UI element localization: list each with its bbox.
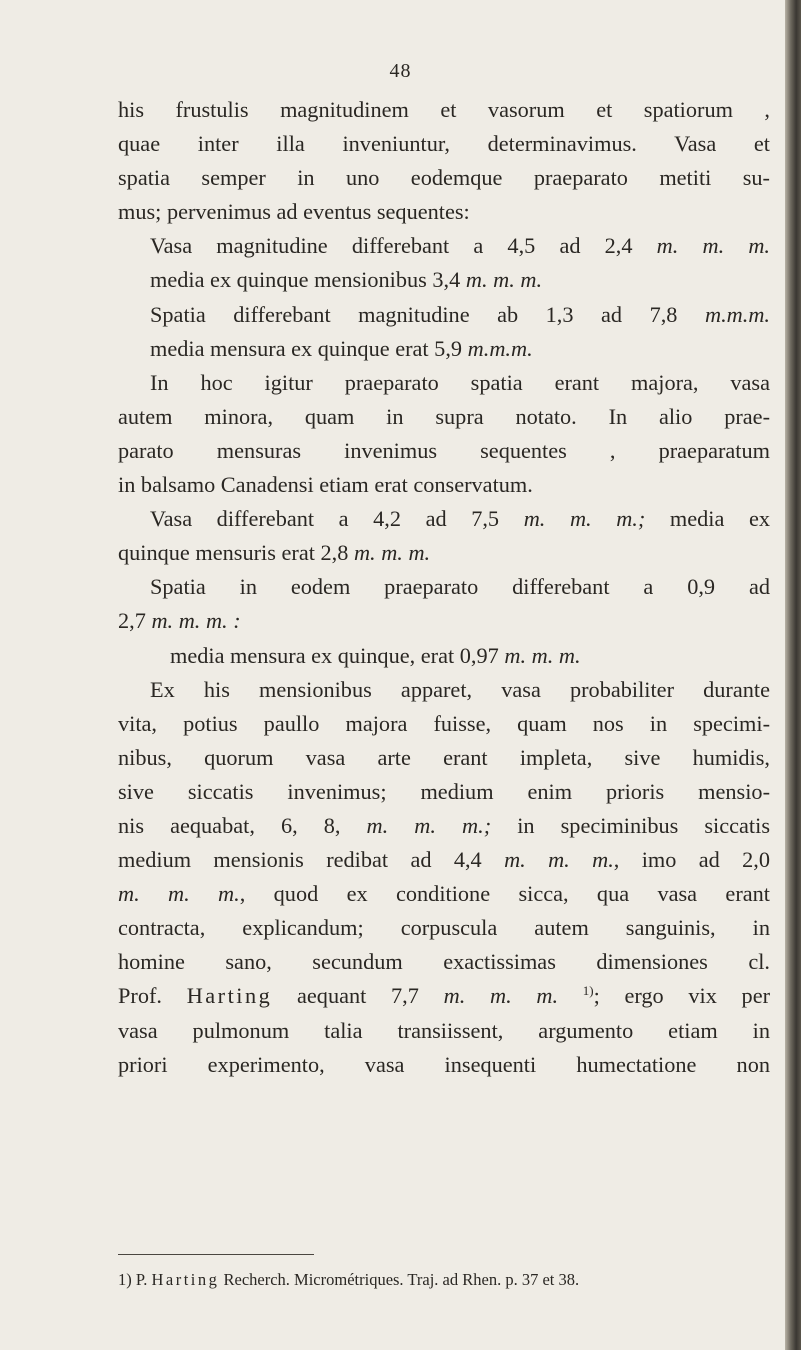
text-line: contracta, explicandum; corpuscula autem sanguinis, in <box>118 915 770 941</box>
text-line: media ex quinque mensionibus 3,4 m. m. m. <box>150 267 543 293</box>
footnote-reference: 1) <box>582 983 594 999</box>
text-line: 2,7 m. m. m. : <box>118 608 241 634</box>
text-line: autem minora, quam in supra notato. In alio prae- <box>118 403 770 429</box>
text-line: in balsamo Canadensi etiam erat conservatum. <box>118 472 533 498</box>
text-line: media mensura ex quinque erat 5,9 m.m.m. <box>150 335 533 361</box>
text-line: vasa pulmonum talia transiissent, argumento etiam in <box>118 1017 770 1043</box>
text-line: Ex his mensionibus apparet, vasa probabiliter durante <box>150 676 770 702</box>
text-line: parato mensuras invenimus sequentes , praeparatum <box>118 437 770 463</box>
text-line: nis aequabat, 6, 8, m. m. m.; in speciminibus siccatis <box>118 812 770 838</box>
text-line: Spatia differebant magnitudine ab 1,3 ad 7,8 m.m.m. <box>150 301 770 327</box>
body-text <box>118 93 770 1082</box>
text-line: In hoc igitur praeparato spatia erant majora, vasa <box>150 369 770 395</box>
text-line: media mensura ex quinque, erat 0,97 m. m. m. <box>170 642 581 668</box>
text-line: his frustulis magnitudinem et vasorum et spatiorum , <box>118 97 770 122</box>
text-line: quae inter illa inveniuntur, determinavimus. Vasa et <box>118 131 770 157</box>
text-line: m. m. m., quod ex conditione sicca, qua vasa erant <box>118 881 770 907</box>
text-line: medium mensionis redibat ad 4,4 m. m. m., imo ad 2,0 <box>118 847 770 873</box>
footnote: 1) P. Harting Recherch. Micrométriques. Traj. ad Rhen. p. 37 et 38. <box>118 1270 580 1289</box>
text-line: vita, potius paullo majora fuisse, quam nos in specimi- <box>118 710 770 736</box>
book-binding-edge <box>785 0 801 1350</box>
text-line: mus; pervenimus ad eventus sequentes: <box>118 199 470 225</box>
text-line: nibus, quorum vasa arte erant impleta, sive humidis, <box>118 744 770 770</box>
text-line: spatia semper in uno eodemque praeparato metiti su- <box>118 165 770 191</box>
text-line: priori experimento, vasa insequenti humectatione non <box>118 1051 770 1077</box>
text-line: Prof. Harting aequant 7,7 m. m. m. $^{1)}$; ergo vix per <box>118 983 771 1009</box>
footnote-divider <box>118 1254 314 1255</box>
text-line: quinque mensuris erat 2,8 m. m. m. <box>118 540 431 566</box>
text-line: Vasa magnitudine differebant a 4,5 ad 2,4 m. m. m. <box>150 233 770 259</box>
text-line: homine sano, secundum exactissimas dimensiones cl. <box>118 949 770 975</box>
text-line: Vasa differebant a 4,2 ad 7,5 m. m. m.; media ex <box>150 506 771 532</box>
page-number: 48 <box>389 60 412 82</box>
text-line: sive siccatis invenimus; medium enim prioris mensio- <box>118 778 770 804</box>
text-line: Spatia in eodem praeparato differebant a 0,9 ad <box>150 574 770 600</box>
